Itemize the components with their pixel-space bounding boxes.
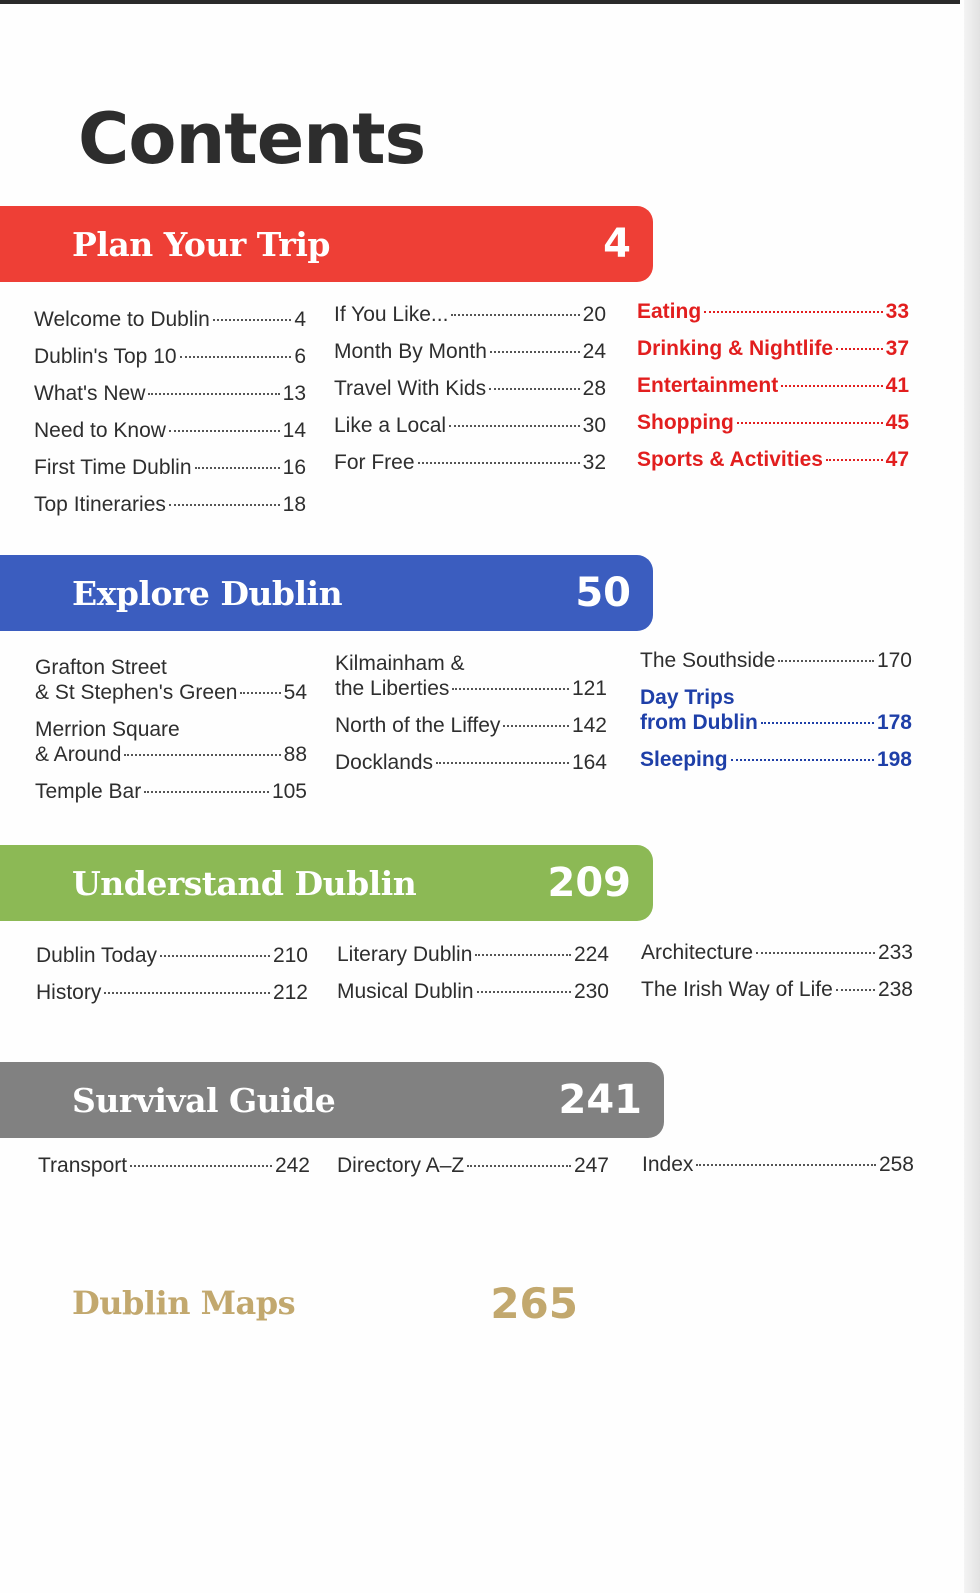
toc-column-survival-1 — [38, 1153, 310, 1190]
toc-entry[interactable]: History 212 — [36, 981, 308, 1004]
toc-entry[interactable]: Top Itineraries 18 — [34, 493, 306, 516]
top-rule — [0, 0, 960, 4]
toc-entry[interactable]: Index 258 — [642, 1153, 914, 1176]
toc-column-plan-1 — [34, 307, 306, 529]
toc-column-survival-3 — [642, 1152, 914, 1189]
toc-column-understand-3 — [641, 940, 913, 1014]
section-title: Survival Guide — [72, 1080, 336, 1120]
section-page: 241 — [558, 1077, 642, 1123]
toc-entry[interactable]: Entertainment 41 — [637, 374, 909, 397]
toc-column-explore-3 — [640, 648, 912, 784]
toc-column-explore-1 — [35, 655, 307, 816]
toc-entry[interactable]: Like a Local 30 — [334, 414, 606, 437]
toc-entry[interactable]: For Free 32 — [334, 451, 606, 474]
toc-entry[interactable]: What's New 13 — [34, 382, 306, 405]
toc-entry[interactable]: Kilmainham & the Liberties 121 — [335, 652, 607, 700]
toc-entry[interactable]: The Southside 170 — [640, 649, 912, 672]
toc-entry[interactable]: Temple Bar 105 — [35, 780, 307, 803]
toc-entry[interactable]: Sleeping 198 — [640, 748, 912, 771]
toc-entry[interactable]: Architecture 233 — [641, 941, 913, 964]
toc-entry[interactable]: The Irish Way of Life 238 — [641, 978, 913, 1001]
section-band-survival-guide[interactable] — [0, 1062, 664, 1138]
toc-entry[interactable]: Sports & Activities 47 — [637, 448, 909, 471]
section-title: Plan Your Trip — [72, 224, 330, 264]
toc-column-plan-3 — [637, 299, 909, 484]
toc-entry[interactable]: Dublin's Top 10 6 — [34, 345, 306, 368]
section-page: 209 — [547, 860, 631, 906]
page-edge — [964, 0, 980, 1593]
toc-entry[interactable]: Merrion Square & Around 88 — [35, 718, 307, 766]
toc-entry[interactable]: Transport 242 — [38, 1154, 310, 1177]
section-page: 50 — [575, 570, 631, 616]
toc-column-understand-2 — [337, 942, 609, 1016]
toc-entry[interactable]: North of the Liffey 142 — [335, 714, 607, 737]
toc-entry[interactable]: Travel With Kids 28 — [334, 377, 606, 400]
toc-entry[interactable]: If You Like... 20 — [334, 303, 606, 326]
section-page: 265 — [490, 1278, 578, 1328]
toc-entry[interactable]: Literary Dublin 224 — [337, 943, 609, 966]
toc-entry[interactable]: Shopping 45 — [637, 411, 909, 434]
section-band-explore-dublin[interactable] — [0, 555, 653, 631]
toc-column-understand-1 — [36, 943, 308, 1017]
toc-entry[interactable]: Drinking & Nightlife 37 — [637, 337, 909, 360]
toc-entry[interactable]: Dublin Today 210 — [36, 944, 308, 967]
page-title: Contents — [78, 98, 426, 180]
section-page: 4 — [603, 221, 631, 267]
toc-entry[interactable]: Eating 33 — [637, 300, 909, 323]
section-band-dublin-maps[interactable] — [0, 1265, 600, 1341]
toc-entry[interactable]: Need to Know 14 — [34, 419, 306, 442]
toc-entry[interactable]: Musical Dublin 230 — [337, 980, 609, 1003]
toc-entry[interactable]: Month By Month 24 — [334, 340, 606, 363]
toc-column-plan-2 — [334, 302, 606, 487]
section-band-plan-your-trip[interactable] — [0, 206, 653, 282]
toc-column-explore-2 — [335, 651, 607, 787]
toc-entry[interactable]: Day Trips from Dublin 178 — [640, 686, 912, 734]
toc-column-survival-2 — [337, 1153, 609, 1190]
section-band-understand-dublin[interactable] — [0, 845, 653, 921]
section-title: Understand Dublin — [72, 863, 417, 903]
toc-entry[interactable]: Grafton Street & St Stephen's Green 54 — [35, 656, 307, 704]
toc-entry[interactable]: Directory A–Z 247 — [337, 1154, 609, 1177]
toc-entry[interactable]: First Time Dublin 16 — [34, 456, 306, 479]
toc-entry[interactable]: Docklands 164 — [335, 751, 607, 774]
section-title: Explore Dublin — [72, 573, 343, 613]
section-title: Dublin Maps — [72, 1284, 296, 1322]
toc-entry[interactable]: Welcome to Dublin 4 — [34, 308, 306, 331]
